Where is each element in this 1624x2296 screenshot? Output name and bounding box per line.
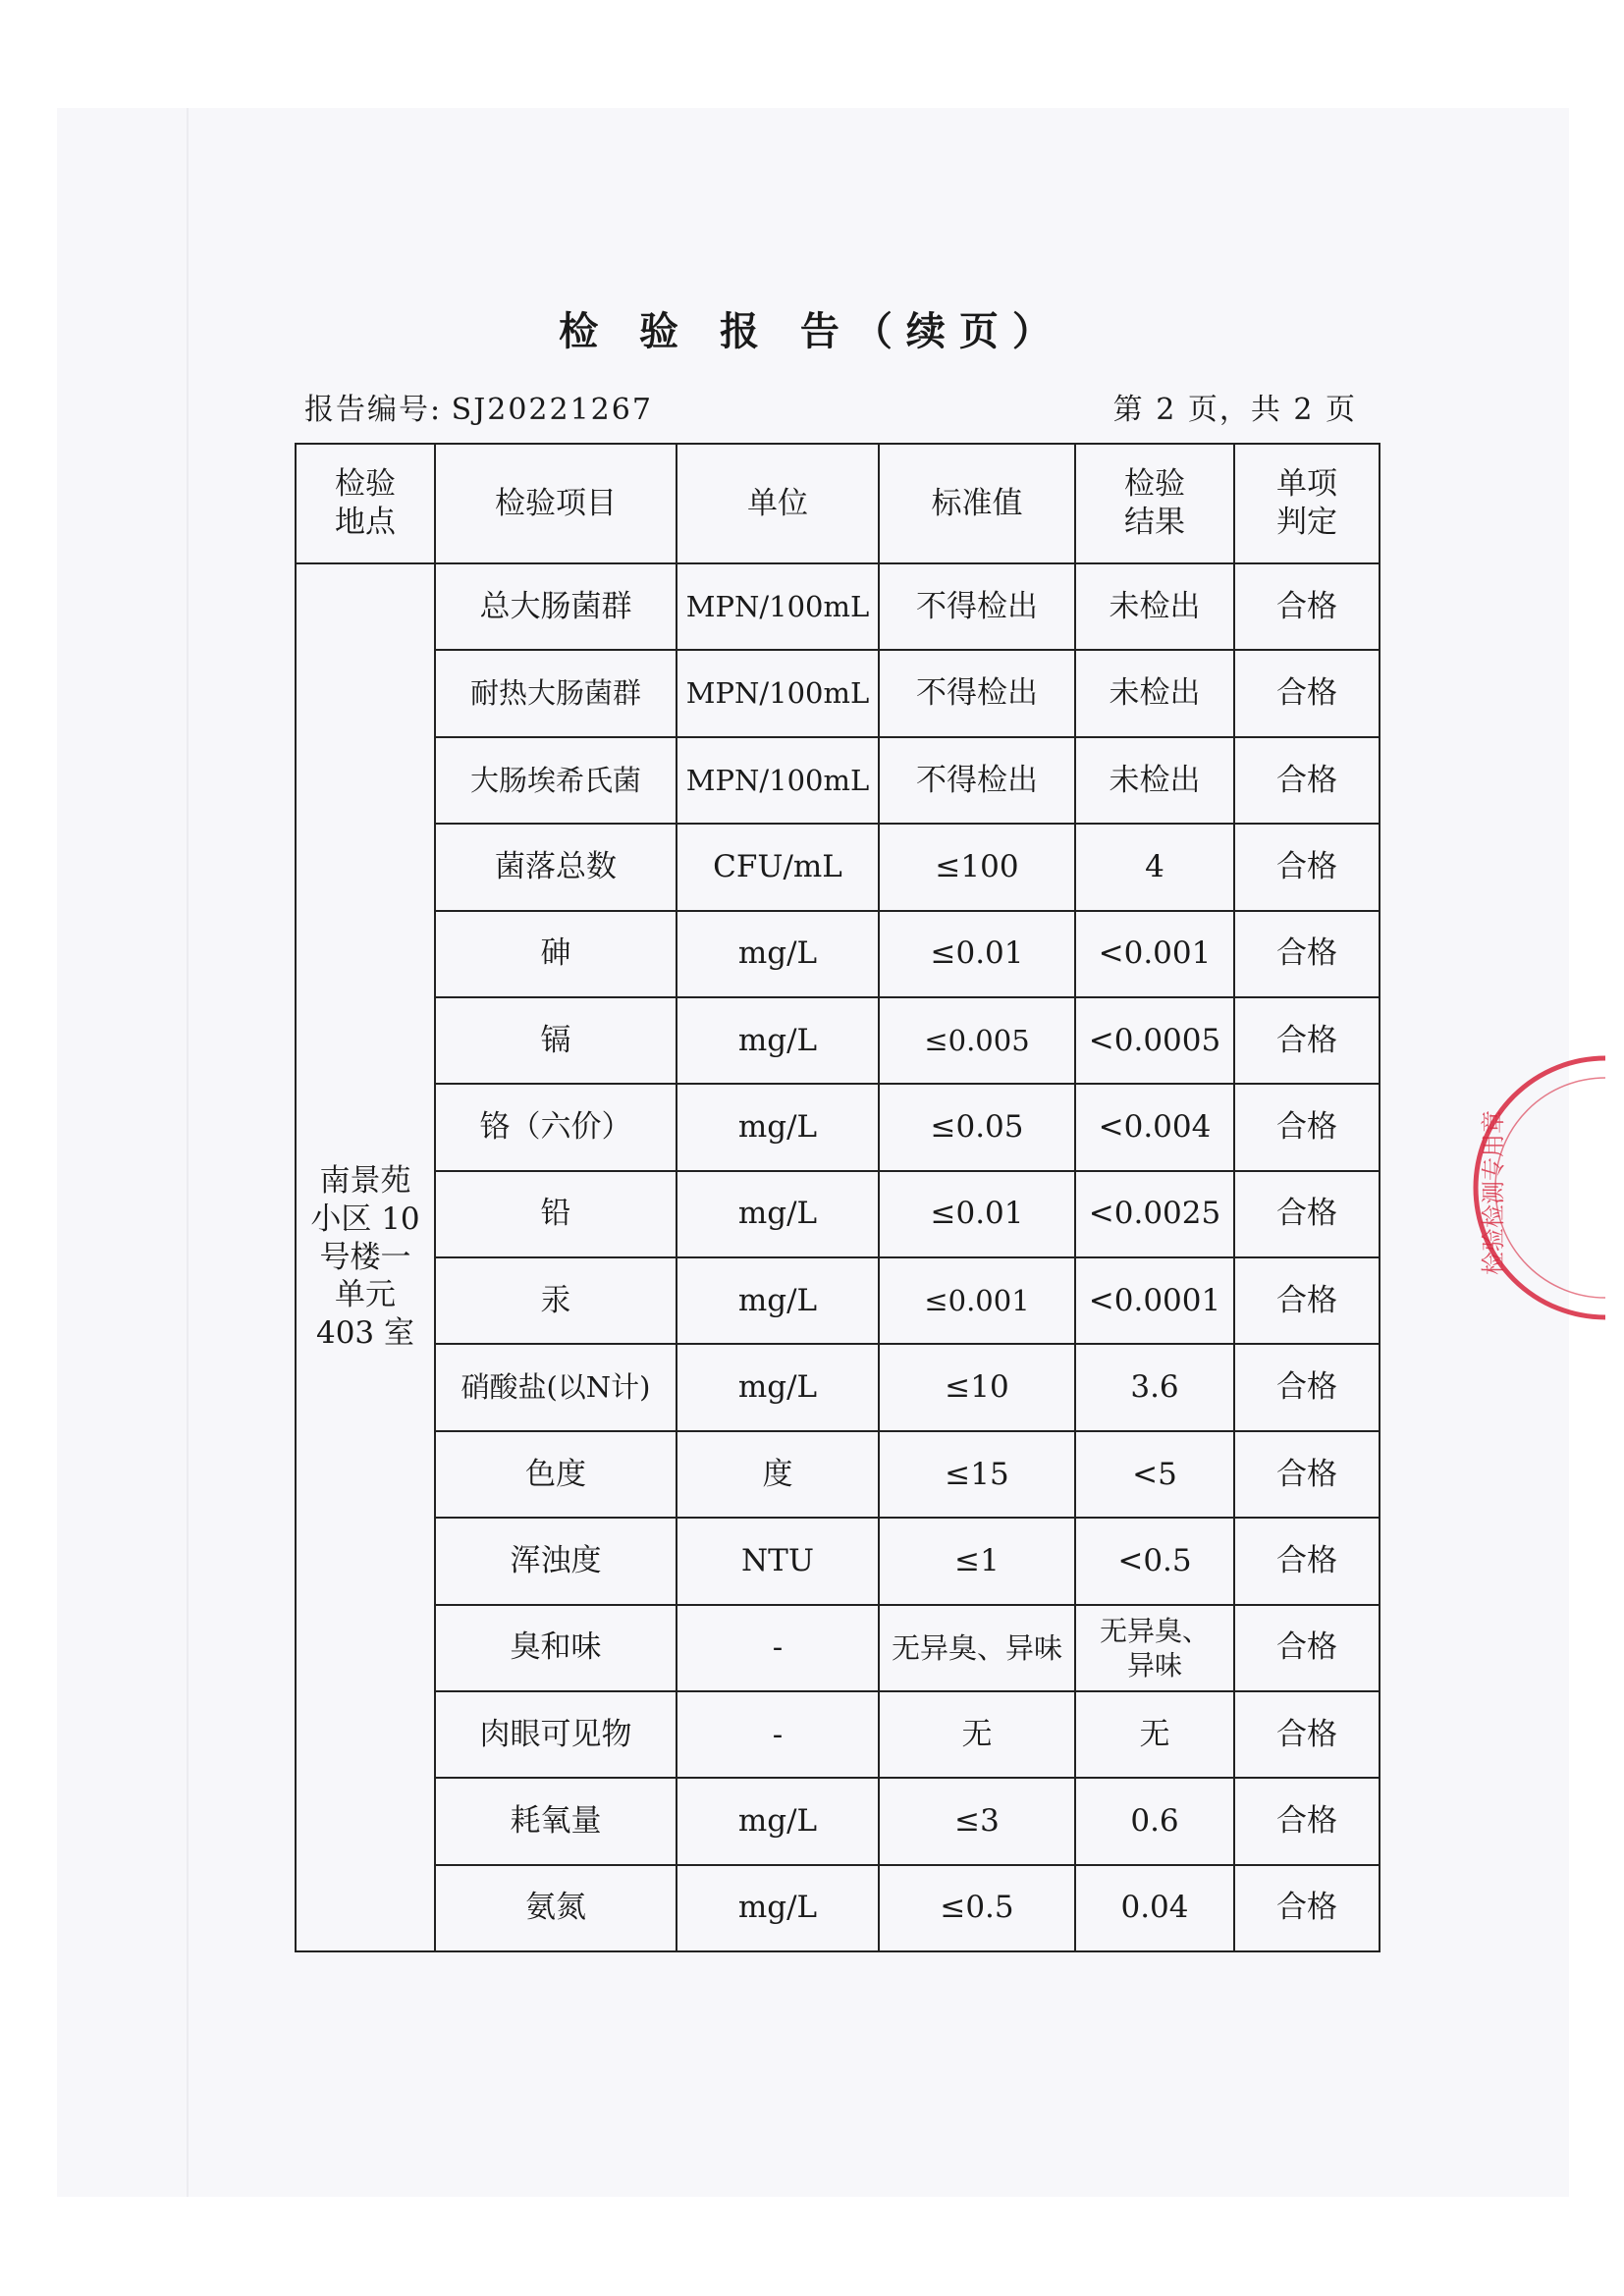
- standard-cell: 不得检出: [879, 563, 1075, 650]
- unit-cell: mg/L: [677, 1257, 879, 1344]
- standard-cell: ≤0.01: [879, 1171, 1075, 1257]
- table-row: [296, 911, 1380, 997]
- standard-cell: ≤0.01: [879, 911, 1075, 997]
- standard-cell: ≤0.005: [879, 997, 1075, 1084]
- table-body: [296, 563, 1380, 1951]
- result-cell: 0.6: [1075, 1778, 1234, 1864]
- page-title: 检 验 报 告（续页）: [559, 309, 1065, 354]
- verdict-cell: 合格: [1234, 1518, 1380, 1604]
- verdict-cell: 合格: [1234, 1865, 1380, 1951]
- verdict-cell: 合格: [1234, 1778, 1380, 1864]
- item-cell: 浑浊度: [435, 1518, 677, 1604]
- standard-cell: ≤1: [879, 1518, 1075, 1604]
- result-cell: <0.0005: [1075, 997, 1234, 1084]
- result-cell: <5: [1075, 1431, 1234, 1518]
- table-row: [296, 1171, 1380, 1257]
- table-row: [296, 1691, 1380, 1778]
- standard-cell: ≤100: [879, 824, 1075, 910]
- report-number-label: 报告编号:: [304, 393, 443, 427]
- header-standard: 标准值: [879, 444, 1075, 563]
- standard-cell: ≤0.001: [879, 1257, 1075, 1344]
- table-header-row: [296, 444, 1380, 563]
- standard-cell: ≤3: [879, 1778, 1075, 1864]
- verdict-cell: 合格: [1234, 1605, 1380, 1691]
- item-cell: 耗氧量: [435, 1778, 677, 1864]
- result-cell: 0.04: [1075, 1865, 1234, 1951]
- item-cell: 铅: [435, 1171, 677, 1257]
- item-cell: 铬（六价）: [435, 1084, 677, 1170]
- verdict-cell: 合格: [1234, 824, 1380, 910]
- table-row: [296, 997, 1380, 1084]
- verdict-cell: 合格: [1234, 650, 1380, 736]
- standard-cell: ≤0.05: [879, 1084, 1075, 1170]
- item-cell: 砷: [435, 911, 677, 997]
- header-unit: 单位: [677, 444, 879, 563]
- page-info: 第 2 页，共 2 页: [1112, 393, 1357, 427]
- standard-cell: ≤0.5: [879, 1865, 1075, 1951]
- unit-cell: -: [677, 1605, 879, 1691]
- table-row: [296, 1431, 1380, 1518]
- standard-cell: 无: [879, 1691, 1075, 1778]
- item-cell: 总大肠菌群: [435, 563, 677, 650]
- result-cell: <0.0025: [1075, 1171, 1234, 1257]
- result-cell: 3.6: [1075, 1344, 1234, 1430]
- unit-cell: mg/L: [677, 1171, 879, 1257]
- table-row: [296, 1084, 1380, 1170]
- result-cell: 未检出: [1075, 737, 1234, 824]
- verdict-cell: 合格: [1234, 1084, 1380, 1170]
- standard-cell: ≤10: [879, 1344, 1075, 1430]
- result-cell: <0.004: [1075, 1084, 1234, 1170]
- table-row: [296, 1518, 1380, 1604]
- unit-cell: MPN/100mL: [677, 563, 879, 650]
- verdict-cell: 合格: [1234, 1431, 1380, 1518]
- header-item: 检验项目: [435, 444, 677, 563]
- verdict-cell: 合格: [1234, 563, 1380, 650]
- item-cell: 硝酸盐(以N计): [435, 1344, 677, 1430]
- seal-text: 检验检测专用章: [1480, 1110, 1507, 1275]
- item-cell: 臭和味: [435, 1605, 677, 1691]
- unit-cell: mg/L: [677, 1778, 879, 1864]
- location-cell: 南景苑 小区 10 号楼一 单元 403 室: [296, 563, 435, 1951]
- item-cell: 色度: [435, 1431, 677, 1518]
- inspection-table: [295, 443, 1380, 1952]
- table-row: [296, 824, 1380, 910]
- seal-stamp: [1458, 1045, 1605, 1330]
- table-row: [296, 650, 1380, 736]
- unit-cell: 度: [677, 1431, 879, 1518]
- report-number-value: SJ20221267: [451, 393, 653, 427]
- item-cell: 耐热大肠菌群: [435, 650, 677, 736]
- item-cell: 肉眼可见物: [435, 1691, 677, 1778]
- table-row: [296, 1257, 1380, 1344]
- unit-cell: MPN/100mL: [677, 737, 879, 824]
- standard-cell: 不得检出: [879, 737, 1075, 824]
- unit-cell: mg/L: [677, 1865, 879, 1951]
- header-verdict: 单项 判定: [1234, 444, 1380, 563]
- unit-cell: MPN/100mL: [677, 650, 879, 736]
- table-row: [296, 1344, 1380, 1430]
- item-cell: 大肠埃希氏菌: [435, 737, 677, 824]
- verdict-cell: 合格: [1234, 1171, 1380, 1257]
- standard-cell: 不得检出: [879, 650, 1075, 736]
- item-cell: 汞: [435, 1257, 677, 1344]
- item-cell: 镉: [435, 997, 677, 1084]
- item-cell: 菌落总数: [435, 824, 677, 910]
- item-cell: 氨氮: [435, 1865, 677, 1951]
- standard-cell: 无异臭、异味: [879, 1605, 1075, 1691]
- unit-cell: -: [677, 1691, 879, 1778]
- verdict-cell: 合格: [1234, 911, 1380, 997]
- seal-graphic: [1458, 1045, 1605, 1330]
- table-row: [296, 1865, 1380, 1951]
- unit-cell: mg/L: [677, 997, 879, 1084]
- report-number: [304, 385, 653, 428]
- result-cell: <0.5: [1075, 1518, 1234, 1604]
- unit-cell: NTU: [677, 1518, 879, 1604]
- result-cell: <0.0001: [1075, 1257, 1234, 1344]
- table-row: [296, 1605, 1380, 1691]
- verdict-cell: 合格: [1234, 1691, 1380, 1778]
- unit-cell: mg/L: [677, 1084, 879, 1170]
- verdict-cell: 合格: [1234, 997, 1380, 1084]
- result-cell: 未检出: [1075, 563, 1234, 650]
- result-cell: 无异臭、 异味: [1075, 1605, 1234, 1691]
- result-cell: 4: [1075, 824, 1234, 910]
- verdict-cell: 合格: [1234, 737, 1380, 824]
- unit-cell: mg/L: [677, 911, 879, 997]
- result-cell: 无: [1075, 1691, 1234, 1778]
- scan-edge-line: [187, 108, 189, 2197]
- header-result: 检验 结果: [1075, 444, 1234, 563]
- standard-cell: ≤15: [879, 1431, 1075, 1518]
- result-cell: <0.001: [1075, 911, 1234, 997]
- verdict-cell: 合格: [1234, 1257, 1380, 1344]
- table-row: [296, 1778, 1380, 1864]
- result-cell: 未检出: [1075, 650, 1234, 736]
- table-row: [296, 563, 1380, 650]
- unit-cell: mg/L: [677, 1344, 879, 1430]
- table-row: [296, 737, 1380, 824]
- unit-cell: CFU/mL: [677, 824, 879, 910]
- header-location: 检验 地点: [296, 444, 435, 563]
- verdict-cell: 合格: [1234, 1344, 1380, 1430]
